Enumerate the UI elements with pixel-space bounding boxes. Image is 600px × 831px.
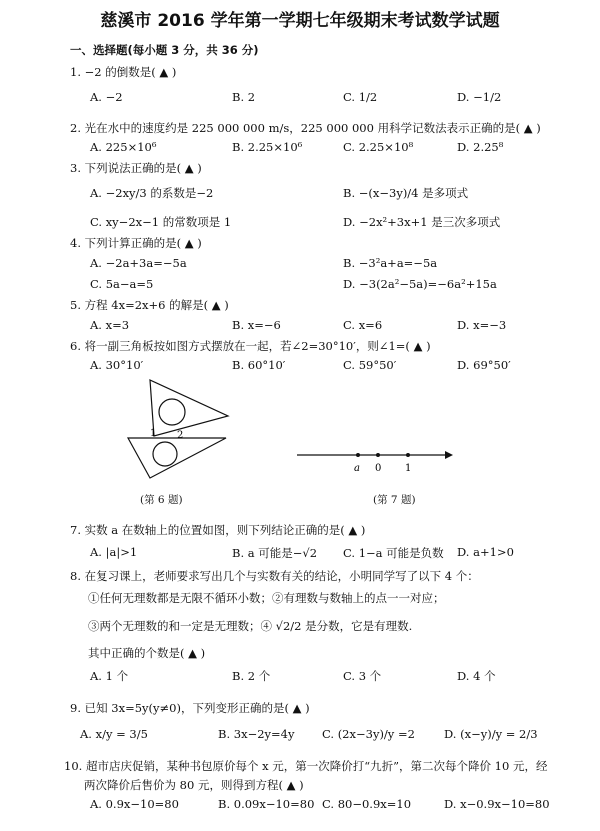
q7-option-a: A. |a|>1 — [90, 545, 138, 559]
q2-option-a: A. 225×10⁶ — [90, 140, 157, 154]
q10-option-d: D. x−0.9x−10=80 — [444, 797, 550, 811]
q9-option-a: A. x/y = 3/5 — [80, 727, 148, 741]
question-4: 4. 下列计算正确的是( ▲ ) — [70, 236, 202, 250]
angle-2-label: 2 — [177, 430, 184, 441]
q9-option-c: C. (2x−3y)/y =2 — [322, 727, 415, 741]
question-1: 1. −2 的倒数是( ▲ ) — [70, 65, 177, 79]
page-title: 慈溪市 2016 学年第一学期七年级期末考试数学试题 — [100, 11, 500, 31]
question-6: 6. 将一副三角板按如图方式摆放在一起，若∠2=30°10′，则∠1=( ▲ ) — [70, 339, 431, 353]
question-9: 9. 已知 3x=5y(y≠0)，下列变形正确的是( ▲ ) — [70, 701, 310, 715]
point-0-label: 0 — [375, 463, 382, 474]
figure-7-caption: (第 7 题) — [373, 494, 416, 506]
q8-option-a: A. 1 个 — [90, 669, 129, 683]
q4-option-d: D. −3(2a²−5a)=−6a²+15a — [343, 277, 497, 291]
q7-option-d: D. a+1>0 — [457, 545, 514, 559]
point-a-label: a — [354, 463, 360, 474]
q5-option-b: B. x=−6 — [232, 318, 281, 332]
question-7: 7. 实数 a 在数轴上的位置如图，则下列结论正确的是( ▲ ) — [70, 523, 366, 537]
q10-option-b: B. 0.09x−10=80 — [218, 797, 315, 811]
question-10: 10. 超市店庆促销，某种书包原价每个 x 元，第一次降价打“九折”，第二次每个降价 10 元，经 — [64, 759, 548, 773]
q8-option-d: D. 4 个 — [457, 669, 496, 683]
q1-option-d: D. −1/2 — [457, 90, 502, 104]
q8-option-b: B. 2 个 — [232, 669, 271, 683]
q2-option-c: C. 2.25×10⁸ — [343, 140, 414, 154]
q4-option-b: B. −3²a+a=−5a — [343, 256, 438, 270]
q4-option-c: C. 5a−a=5 — [90, 277, 154, 291]
q6-option-a: A. 30°10′ — [90, 358, 144, 372]
q6-option-c: C. 59°50′ — [343, 358, 397, 372]
q7-option-b: B. a 可能是−√2 — [232, 546, 318, 560]
q8-statement-1: ①任何无理数都是无限不循环小数；②有理数与数轴上的点一一对应； — [88, 591, 445, 605]
q1-option-b: B. 2 — [232, 90, 256, 104]
figure-6-triangles — [120, 378, 240, 488]
q5-option-d: D. x=−3 — [457, 318, 507, 332]
q6-option-b: B. 60°10′ — [232, 358, 286, 372]
q9-option-d: D. (x−y)/y = 2/3 — [444, 727, 538, 741]
q1-option-a: A. −2 — [90, 90, 123, 104]
q7-option-c: C. 1−a 可能是负数 — [343, 546, 444, 560]
q8-statement-3: 其中正确的个数是( ▲ ) — [88, 646, 206, 660]
q3-option-a: A. −2xy/3 的系数是−2 — [90, 186, 214, 200]
q3-option-b: B. −(x−3y)/4 是多项式 — [343, 186, 469, 200]
q5-option-a: A. x=3 — [90, 318, 130, 332]
q6-option-d: D. 69°50′ — [457, 358, 511, 372]
point-1-label: 1 — [405, 463, 412, 474]
q10-option-a: A. 0.9x−10=80 — [90, 797, 179, 811]
q1-option-c: C. 1/2 — [343, 90, 378, 104]
q9-option-b: B. 3x−2y=4y — [218, 727, 295, 741]
question-8: 8. 在复习课上，老师要求写出几个与实数有关的结论，小明同学写了以下 4 个： — [70, 569, 479, 583]
q10-option-c: C. 80−0.9x=10 — [322, 797, 412, 811]
q3-option-d: D. −2x²+3x+1 是三次多项式 — [343, 215, 501, 229]
question-2: 2. 光在水中的速度约是 225 000 000 m/s，225 000 000 用科学记数法表示正确的是( ▲ ) — [70, 121, 541, 135]
figure-7-number-line — [295, 445, 455, 475]
q2-option-d: D. 2.25⁸ — [457, 140, 504, 154]
q8-statement-2: ③两个无理数的和一定是无理数；④ √2/2 是分数，它是有理数. — [88, 619, 413, 633]
figure-6-caption: (第 6 题) — [140, 494, 183, 506]
section-heading: 一、选择题(每小题 3 分，共 36 分) — [70, 43, 259, 57]
question-10-line-2: 两次降价后售价为 80 元，则得到方程( ▲ ) — [84, 778, 304, 792]
question-5: 5. 方程 4x=2x+6 的解是( ▲ ) — [70, 298, 229, 312]
q5-option-c: C. x=6 — [343, 318, 383, 332]
q3-option-c: C. xy−2x−1 的常数项是 1 — [90, 215, 232, 229]
angle-1-label: 1 — [150, 428, 157, 439]
q2-option-b: B. 2.25×10⁶ — [232, 140, 303, 154]
question-3: 3. 下列说法正确的是( ▲ ) — [70, 161, 202, 175]
q4-option-a: A. −2a+3a=−5a — [90, 256, 187, 270]
q8-option-c: C. 3 个 — [343, 669, 382, 683]
